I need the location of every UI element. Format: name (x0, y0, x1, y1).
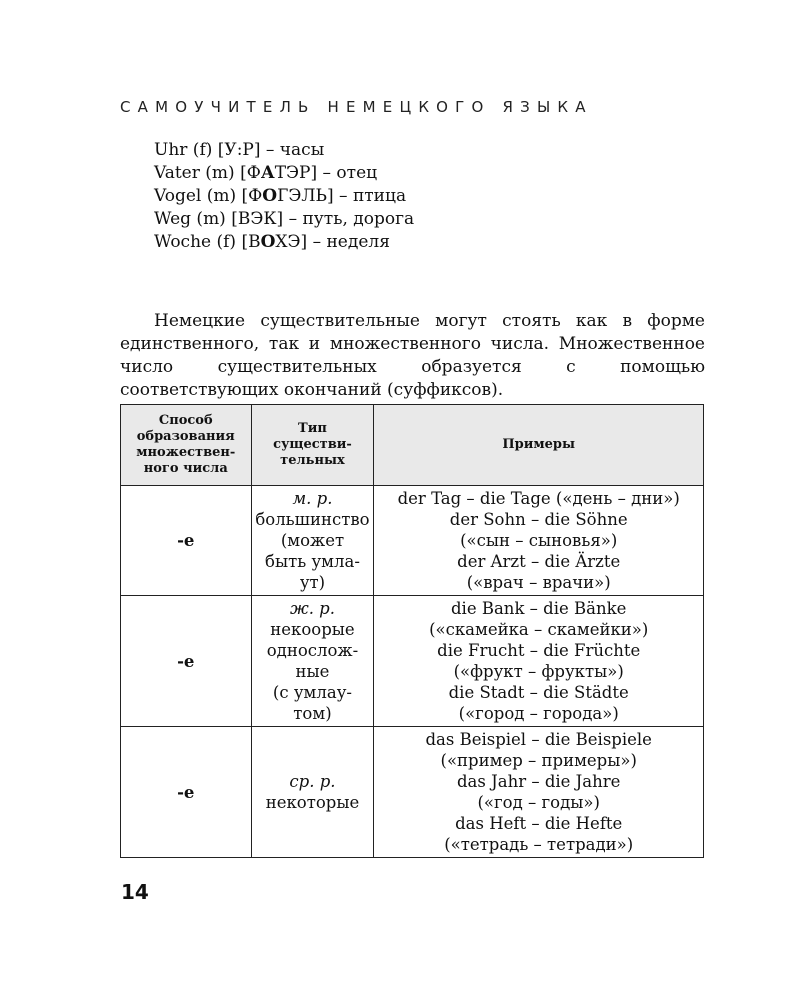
vocab-entry: Vogel (m) [ФОГЭЛЬ] – птица (154, 186, 407, 206)
header-noun-type: Тип существи- тельных (251, 405, 374, 486)
vocab-entry: Woche (f) [ВОХЭ] – неделя (154, 232, 390, 252)
table-row (121, 727, 704, 858)
examples-cell: die Bank – die Bänke («скамейка – скамейки») die Frucht – die Früchte («фрукт – фрукты») die Stadt – die Städte («город – города») (374, 596, 704, 727)
vocabulary-list (154, 139, 414, 254)
noun-type-cell: м. р. большинство (может быть умла- ут) (251, 486, 374, 596)
body-paragraph: Немецкие существительные могут стоять как в форме единственного, так и множественного числа. Множественное число существительных образуется с помощью соответствующих окончаний (суффиксов). (120, 311, 705, 400)
vocab-entry: Vater (m) [ФАТЭР] – отец (154, 163, 378, 183)
vocab-entry: Weg (m) [ВЭК] – путь, дорога (154, 209, 415, 229)
examples-cell: der Tag – die Tage («день – дни») der Sohn – die Söhne («сын – сыновья») der Arzt – die Ärzte («врач – врачи») (374, 486, 704, 596)
vocab-entry: Uhr (f) [У:Р] – часы (154, 140, 325, 160)
table-row (121, 596, 704, 727)
header-examples: Примеры (374, 405, 704, 486)
table-row (121, 486, 704, 596)
ending-cell: -e (121, 727, 252, 858)
ending-cell: -e (121, 596, 252, 727)
running-header: САМОУЧИТЕЛЬ НЕМЕЦКОГО ЯЗЫКА (120, 98, 593, 116)
ending-cell: -e (121, 486, 252, 596)
page-number: 14 (121, 880, 149, 904)
noun-type-cell: ж. р. некоорые однослож- ные (с умлау- том) (251, 596, 374, 727)
plural-formation-table (120, 404, 704, 858)
examples-cell: das Beispiel – die Beispiele («пример – примеры») das Jahr – die Jahre («год – годы») das Heft – die Hefte («тетрадь – тетради») (374, 727, 704, 858)
noun-type-cell: ср. р. некоторые (251, 727, 374, 858)
header-method: Способ образования множествен- ного числа (121, 405, 252, 486)
table-header-row (121, 405, 704, 486)
